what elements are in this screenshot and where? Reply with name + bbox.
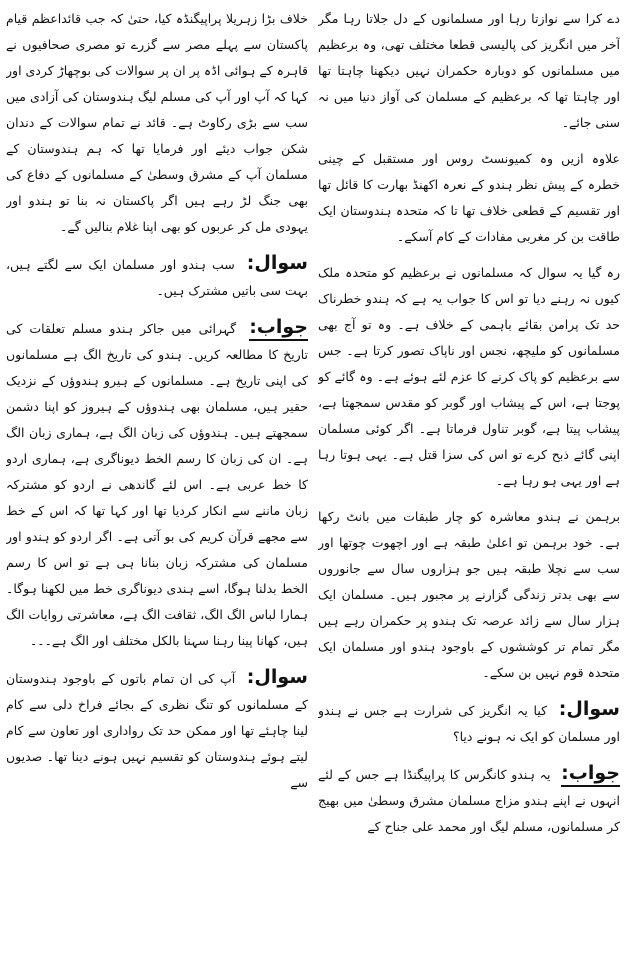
question-block [6,250,308,304]
answer-label: جواب: [561,762,620,787]
paragraph: دے کرا سے نوازتا رہا اور مسلمانوں کے دل جلاتا رہا مگر آخر میں انگریز کی پالیسی قطعا مختلف تھی، وہ برعظیم میں مسلمانوں کو دوبارہ حکمران نہیں دیکھنا چاہتا تھا اور چاہتا تھا کہ برعظیم کے مسلمان کی آواز دنیا میں نہ سنی جائے۔ [318,11,620,130]
question-block [318,696,620,750]
question-label: سوال: [246,666,308,688]
question-text: سب ہندو اور مسلمان ایک سے لگتے ہیں، بہت سی باتیں مشترک ہیں۔ [6,257,308,298]
answer-text: گہرائی میں جاکر ہندو مسلم تعلقات کی تاریخ کا مطالعہ کریں۔ ہندو کی تاریخ الگ ہے مسلمانوں کی اپنی تاریخ ہے۔ مسلمانوں کے ہیرو ہندوؤں کے نزدیک حقیر ہیں، مسلمان بھی ہندوؤں کے ہیروز کو اپنا دشمن سمجھتے ہیں۔ ہندوؤں کی زبان الگ ہے، ہماری زبان الگ ہے۔ ان کی زبان کا رسم الخط دیوناگری ہے، ہماری اردو کا خط عربی ہے۔ اس لئے گاندھی نے اردو کو مشترکہ زبان ماننے سے انکار کردیا تھا اور کہا تھا کہ اس کے خط سے مجھے قرآن کریم کی بو آتی ہے۔ اگر اردو کو ہندو اور مسلمان کی مشترکہ زبان بنانا ہی ہے تو اس کا رسم الخط بدلنا ہوگا، اسے ہندی دیوناگری خط میں لکھنا ہوگا۔ ہمارا لباس الگ الگ، ثقافت الگ ہے، معاشرتی روایات الگ ہیں، کھانا پینا رہنا سہنا بالکل مختلف اور الگ ہے۔۔۔ [6,321,308,648]
question-text: کیا یہ انگریز کی شرارت ہے جس نے ہندو اور مسلمان کو ایک نہ ہونے دیا؟ [318,703,620,744]
left-column [6,6,308,966]
question-text: آپ کی ان تمام باتوں کے باوجود ہندوستان کے مسلمانوں کو تنگ نظری کے بجائے فراخ دلی سے کام لینا چاہئے تھا اور ممکن حد تک رواداری اور تعاون سے کام لیتے ہوئے ہندوستان کو تقسیم نہیں ہونے دینا تھا۔ صدیوں سے [6,671,308,790]
paragraph: برہمن نے ہندو معاشرہ کو چار طبقات میں بانٹ رکھا ہے۔ خود برہمن تو اعلیٰ طبقہ ہے اور اچھوت چوتھا اور سب سے نچلا طبقہ ہیں جو ہزاروں سال سے جانوروں سے بھی بدتر زندگی گزارنے پر مجبور ہیں۔ مسلمان ایک ہزار سال سے زائد عرصہ تک ہندو پر حکمران رہے ہیں مگر تمام تر کوششوں کے باوجود ہندو اور مسلمان ایک متحدہ قوم نہیں بن سکے۔ [318,509,620,680]
paragraph: رہ گیا یہ سوال کہ مسلمانوں نے برعظیم کو متحدہ ملک کیوں نہ رہنے دیا تو اس کا جواب یہ ہے کہ ہندو خطرناک حد تک پرامن بقائے باہمی کے خلاف ہے۔ وہ تو آج بھی مسلمانوں کو ملیچھ، نجس اور ناپاک تصور کرتا ہے۔ جس سے برعظیم کو پاک کرنے کا عزم لئے ہوئے ہے۔ وہ گائے کو پوجتا ہے، اس کے پیشاب اور گوبر کو مقدس سمجھتا ہے، پیشاب پیتا ہے، گوبر تناول فرماتا ہے۔ اگر کوئی مسلمان اپنی گائے ذبح کرے تو اس کی سزا قتل ہے۔ یہی ہوتا رہا ہے اور یہی ہو رہا ہے۔ [318,265,620,488]
paragraph: علاوہ ازیں وہ کمیونسٹ روس اور مستقبل کے چینی خطرہ کے پیش نظر ہندو کے نعرہ اکھنڈ بھارت کا قائل تھا اور تقسیم کے قطعی خلاف تھا تا کہ متحدہ ہندوستان ایک طاقت بن کر مغربی مفادات کے کام آسکے۔ [318,151,620,244]
right-column [318,6,620,966]
question-label: سوال: [558,698,620,720]
answer-label: جواب: [249,316,308,341]
question-block [6,664,308,796]
paragraph: خلاف بڑا زہریلا پراپیگنڈہ کیا، حتیٰ کہ جب قائداعظم قیام پاکستان سے پہلے مصر سے گزرے تو مصری صحافیوں نے قاہرہ کے ہوائی اڈہ پر ان پر سوالات کی بوچھاڑ کردی اور کہا کہ آپ اور آپ کی مسلم لیگ ہندوستان کی آزادی میں سب سے بڑی رکاوٹ ہے۔ قائد نے تمام سوالات کے دندان شکن جواب دیئے اور فرمایا تھا کہ ہم ہندوستان کے مسلمان آپ کے مشرق وسطیٰ کے مسلمانوں کے دفاع کی بھی جنگ لڑ رہے ہیں اگر پاکستان نہ بنا تو ہندو اور یہودی مل کر عربوں کو بھی اپنا غلام بنالیں گے۔ [6,11,308,234]
answer-block [318,760,620,840]
question-label: سوال: [246,252,308,274]
answer-text: یہ ہندو کانگرس کا پراپیگنڈا ہے جس کے لئے انہوں نے اپنے ہندو مزاج مسلمان مشرق وسطیٰ میں بھیج کر مسلمانوں، مسلم لیگ اور محمد علی جناح کے [318,767,620,834]
answer-block [6,314,308,654]
